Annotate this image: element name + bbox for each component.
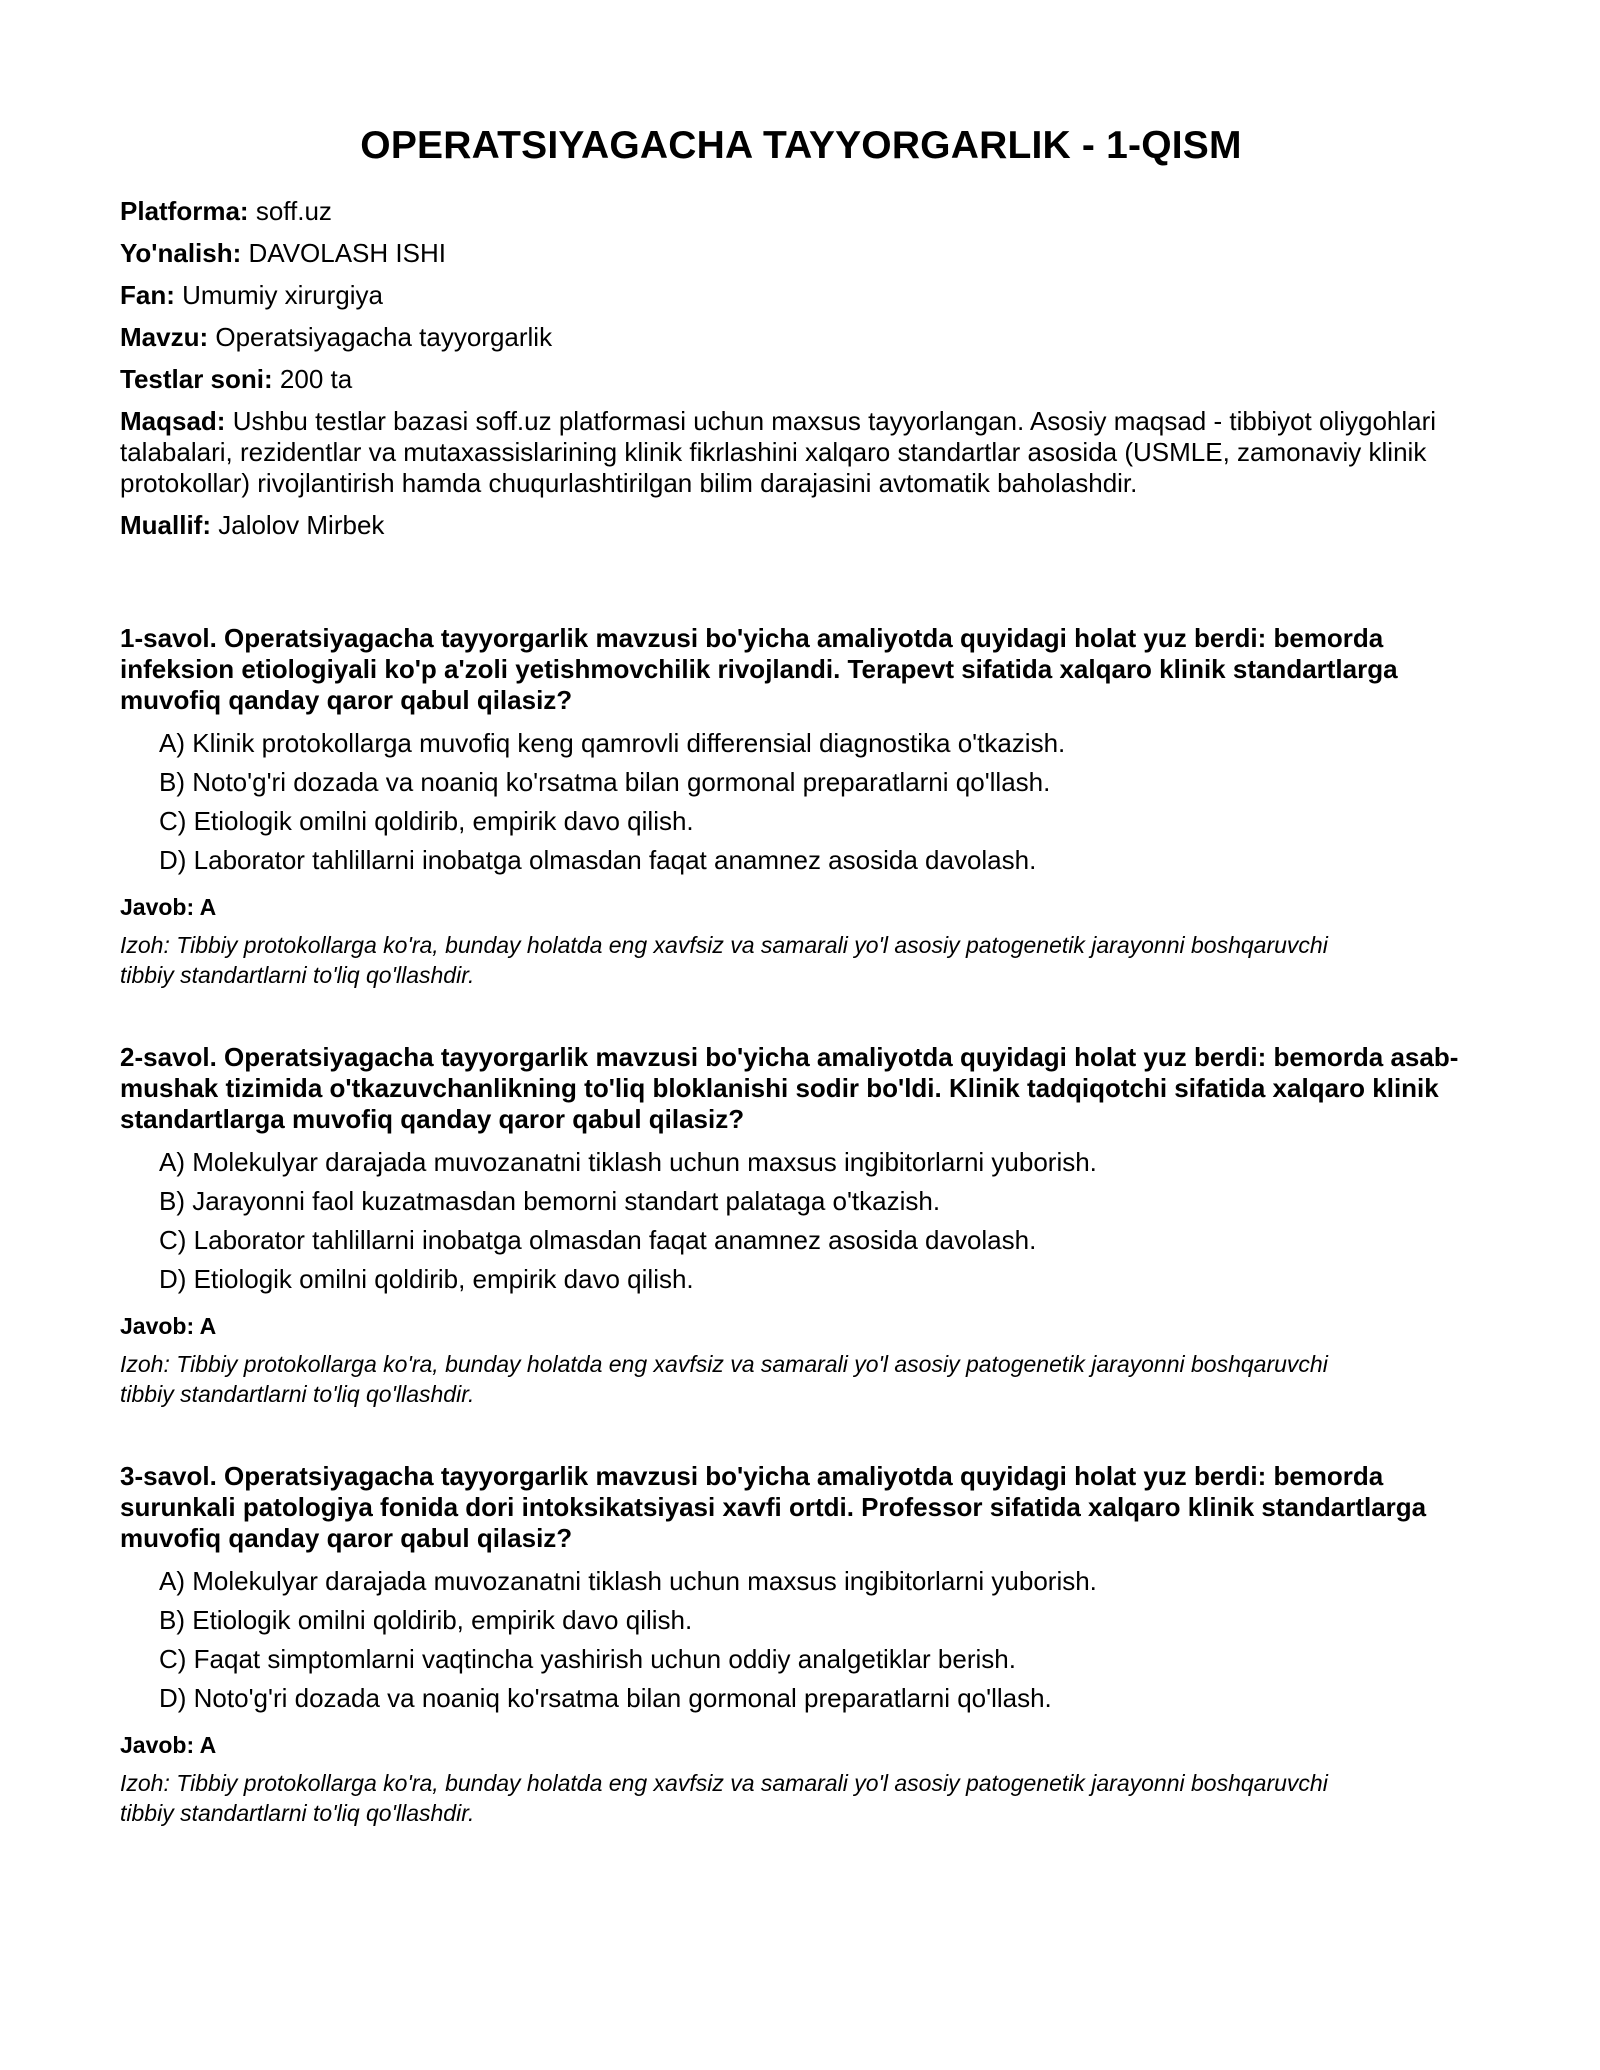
option-b: B) Noto'g'ri dozada va noaniq ko'rsatma bilan gormonal preparatlarni qo'llash.	[159, 767, 1051, 797]
meta-value: Umumiy xirurgiya	[182, 280, 383, 310]
answer-options	[120, 728, 1482, 876]
option-b: B) Etiologik omilni qoldirib, empirik davo qilish.	[159, 1605, 693, 1635]
meta-platform	[120, 196, 1482, 227]
meta-key: Yo'nalish:	[120, 238, 242, 268]
meta-subject	[120, 280, 1482, 311]
explanation-note: Izoh: Tibbiy protokollarga ko'ra, bunday holatda eng xavfsiz va samarali yo'l asosiy patogenetik jarayonni boshqaruvchi tibbiy standartlarni to'liq qo'llashdir.	[120, 1770, 1328, 1826]
meta-key: Maqsad:	[120, 406, 226, 436]
question-text: 3-savol. Operatsiyagacha tayyorgarlik mavzusi bo'yicha amaliyotda quyidagi holat yuz berdi: bemorda surunkali patologiya fonida dori intoksikatsiyasi xavfi ortdi. Professor sifatida xalqaro klinik standartlarga muvofiq qanday qaror qabul qilasiz?	[120, 1461, 1427, 1553]
meta-test-count	[120, 364, 1482, 395]
answer-options	[120, 1566, 1482, 1714]
correct-answer: Javob: A	[120, 1732, 217, 1758]
meta-topic	[120, 322, 1482, 353]
meta-key: Mavzu:	[120, 322, 209, 352]
question-3	[120, 1461, 1482, 1828]
option-c: C) Faqat simptomlarni vaqtincha yashirish uchun oddiy analgetiklar berish.	[159, 1644, 1016, 1674]
option-a: A) Klinik protokollarga muvofiq keng qamrovli differensial diagnostika o'tkazish.	[159, 728, 1066, 758]
correct-answer: Javob: A	[120, 894, 217, 920]
question-text: 1-savol. Operatsiyagacha tayyorgarlik mavzusi bo'yicha amaliyotda quyidagi holat yuz berdi: bemorda infeksion etiologiyali ko'p a'zoli yetishmovchilik rivojlandi. Terapevt sifatida xalqaro klinik standartlarga muvofiq qanday qaror qabul qilasiz?	[120, 623, 1398, 715]
question-1	[120, 623, 1482, 990]
option-c: C) Etiologik omilni qoldirib, empirik davo qilish.	[159, 806, 694, 836]
meta-purpose	[120, 406, 1482, 499]
option-a: A) Molekulyar darajada muvozanatni tiklash uchun maxsus ingibitorlarni yuborish.	[159, 1566, 1097, 1596]
correct-answer: Javob: A	[120, 1313, 217, 1339]
option-d: D) Etiologik omilni qoldirib, empirik davo qilish.	[159, 1264, 694, 1294]
explanation-note: Izoh: Tibbiy protokollarga ko'ra, bunday holatda eng xavfsiz va samarali yo'l asosiy patogenetik jarayonni boshqaruvchi tibbiy standartlarni to'liq qo'llashdir.	[120, 932, 1328, 988]
option-a: A) Molekulyar darajada muvozanatni tiklash uchun maxsus ingibitorlarni yuborish.	[159, 1147, 1097, 1177]
meta-value: Operatsiyagacha tayyorgarlik	[215, 322, 553, 352]
meta-key: Muallif:	[120, 510, 211, 540]
meta-value: Jalolov Mirbek	[218, 510, 385, 540]
question-text: 2-savol. Operatsiyagacha tayyorgarlik mavzusi bo'yicha amaliyotda quyidagi holat yuz berdi: bemorda asab-mushak tizimida o'tkazuvchanlikning to'liq bloklanishi sodir bo'ldi. Klinik tadqiqotchi sifatida xalqaro klinik standartlarga muvofiq qanday qaror qabul qilasiz?	[120, 1042, 1459, 1134]
meta-author	[120, 510, 1482, 541]
meta-section	[120, 196, 1482, 541]
meta-value: Ushbu testlar bazasi soff.uz platformasi uchun maxsus tayyorlangan. Asosiy maqsad - tibbiyot oliygohlari talabalari, rezidentlar va mutaxassislarining klinik fikrlashini xalqaro standartlar asosida (USMLE, zamonaviy klinik protokollar) rivojlantirish hamda chuqurlashtirilgan bilim darajasini avtomatik baholashdir.	[120, 406, 1437, 498]
option-b: B) Jarayonni faol kuzatmasdan bemorni standart palataga o'tkazish.	[159, 1186, 941, 1216]
meta-value: soff.uz	[255, 196, 332, 226]
questions-list	[120, 623, 1482, 1828]
meta-value: 200 ta	[279, 364, 353, 394]
explanation-note: Izoh: Tibbiy protokollarga ko'ra, bunday holatda eng xavfsiz va samarali yo'l asosiy patogenetik jarayonni boshqaruvchi tibbiy standartlarni to'liq qo'llashdir.	[120, 1351, 1328, 1407]
option-c: C) Laborator tahlillarni inobatga olmasdan faqat anamnez asosida davolash.	[159, 1225, 1037, 1255]
option-d: D) Laborator tahlillarni inobatga olmasdan faqat anamnez asosida davolash.	[159, 845, 1037, 875]
option-d: D) Noto'g'ri dozada va noaniq ko'rsatma bilan gormonal preparatlarni qo'llash.	[159, 1683, 1052, 1713]
meta-direction	[120, 238, 1482, 269]
question-2	[120, 1042, 1482, 1409]
meta-key: Testlar soni:	[120, 364, 273, 394]
page-title: OPERATSIYAGACHA TAYYORGARLIK - 1-QISM	[360, 124, 1242, 167]
meta-key: Platforma:	[120, 196, 249, 226]
meta-value: DAVOLASH ISHI	[248, 238, 446, 268]
answer-options	[120, 1147, 1482, 1295]
meta-key: Fan:	[120, 280, 175, 310]
